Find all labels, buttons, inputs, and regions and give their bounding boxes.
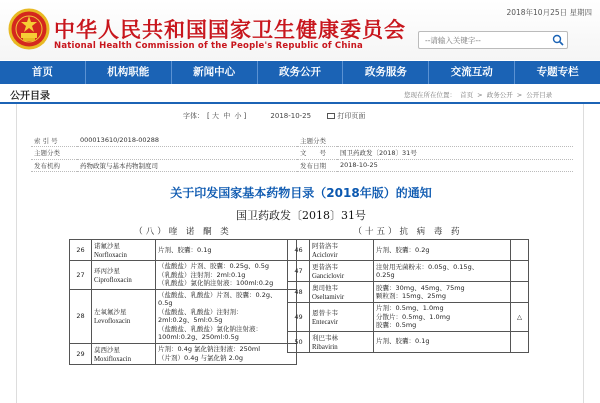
font-size-small[interactable]: 小 bbox=[234, 112, 242, 120]
drug-name-zh: 恩替卡韦 bbox=[312, 308, 338, 317]
site-header bbox=[0, 0, 600, 60]
drug-name-cell bbox=[310, 282, 374, 303]
meta-key: 主题分类 bbox=[31, 147, 77, 160]
drug-form-cell bbox=[156, 289, 297, 343]
drug-name-cell bbox=[310, 331, 374, 352]
drug-name-zh: 奥司他韦 bbox=[312, 284, 338, 292]
nav-special-topics[interactable]: 专题专栏 bbox=[536, 66, 579, 78]
drug-name-en: Levofloxacin bbox=[94, 318, 131, 325]
breadcrumb-sep: > bbox=[477, 91, 483, 99]
drug-form: （片剂）0.4g 与氯化钠 2.0g bbox=[158, 353, 244, 362]
drug-name-zh: 环丙沙星 bbox=[94, 266, 120, 275]
nav-interaction[interactable]: 交流互动 bbox=[429, 61, 515, 84]
drug-mark bbox=[511, 331, 529, 352]
table-row bbox=[70, 240, 297, 261]
drug-number: 26 bbox=[70, 240, 92, 261]
drug-form-cell bbox=[156, 343, 297, 364]
meta-value: 药物政策与基本药物制度司 bbox=[77, 159, 297, 172]
drug-name-en: Oseltamivir bbox=[312, 294, 345, 301]
drug-number: 48 bbox=[288, 282, 310, 303]
meta-value: 000013610/2018-00288 bbox=[77, 134, 297, 147]
drug-name-en: Norfloxacin bbox=[94, 252, 127, 259]
drug-number: 46 bbox=[288, 240, 310, 261]
table-row bbox=[70, 289, 297, 343]
drug-form: 片剂、胶囊：0.1g bbox=[158, 245, 212, 254]
breadcrumb-disclosure[interactable]: 政务公开 bbox=[486, 91, 513, 99]
table-row bbox=[288, 282, 529, 303]
meta-value: 国卫药政发〔2018〕31号 bbox=[337, 147, 573, 160]
drug-form: （盐酸盐）片剂、胶囊：0.25g、0.5g bbox=[158, 262, 270, 270]
table-row bbox=[288, 303, 529, 332]
drug-number: 28 bbox=[70, 289, 92, 343]
drug-mark: △ bbox=[511, 303, 529, 332]
site-title-en: National Health Commission of the People's Republic of China bbox=[54, 41, 363, 51]
drug-name-zh: 莫西沙星 bbox=[94, 345, 120, 354]
national-emblem-icon bbox=[8, 8, 50, 52]
drug-number: 50 bbox=[288, 331, 310, 352]
drug-name-cell bbox=[92, 289, 156, 343]
document-meta-table bbox=[31, 134, 573, 172]
drug-name-zh: 利巴韦林 bbox=[312, 333, 338, 342]
drug-name-cell bbox=[92, 261, 156, 290]
breadcrumb-catalog[interactable]: 公开目录 bbox=[526, 91, 553, 99]
drug-name-zh: 更昔洛韦 bbox=[312, 263, 338, 271]
drug-form-cell bbox=[156, 261, 297, 290]
meta-row bbox=[31, 159, 573, 172]
drug-mark bbox=[511, 282, 529, 303]
drug-number: 47 bbox=[288, 261, 310, 282]
drug-form: 片剂、胶囊：0.1g bbox=[376, 337, 430, 346]
drug-name-cell bbox=[310, 303, 374, 332]
breadcrumb bbox=[404, 90, 554, 99]
nav-functions[interactable]: 机构职能 bbox=[86, 61, 172, 84]
publish-date: 2018-10-25 bbox=[270, 112, 312, 120]
drug-mark bbox=[511, 261, 529, 282]
search-box bbox=[418, 31, 568, 49]
drug-number: 49 bbox=[288, 303, 310, 332]
meta-key: 文 号 bbox=[297, 147, 337, 160]
meta-value bbox=[77, 147, 297, 160]
drug-name-cell bbox=[92, 240, 156, 261]
drug-name-zh: 左氧氟沙星 bbox=[94, 308, 127, 316]
table-row bbox=[70, 261, 297, 290]
print-label: 打印页面 bbox=[337, 112, 366, 120]
drug-name-cell bbox=[92, 343, 156, 364]
font-size-large[interactable]: 大 bbox=[211, 112, 219, 120]
drug-form: 2ml:0.2g、5ml:0.5g bbox=[158, 316, 223, 324]
drug-form: （乳酸盐）注射剂：2ml:0.1g bbox=[158, 270, 246, 279]
nav-news[interactable]: 新闻中心 bbox=[172, 61, 258, 84]
drug-name-zh: 诺氟沙星 bbox=[94, 242, 120, 250]
drug-form: 胶囊：0.5mg bbox=[376, 321, 417, 329]
notice-title: 关于印发国家基本药物目录（2018年版）的通知 bbox=[170, 186, 432, 200]
main-nav bbox=[0, 61, 600, 84]
meta-row bbox=[31, 147, 573, 160]
drug-table-quinolones bbox=[69, 225, 297, 365]
drug-name-en: Ribavirin bbox=[312, 343, 338, 351]
breadcrumb-sep: > bbox=[516, 91, 523, 99]
drug-form: （盐酸盐、乳酸盐）注射剂： bbox=[158, 307, 243, 316]
drug-name-en: Entecavir bbox=[312, 318, 339, 326]
print-button[interactable] bbox=[327, 112, 365, 120]
drug-name-cell bbox=[310, 261, 374, 282]
drug-form-cell bbox=[374, 261, 511, 282]
meta-key: 发布日期 bbox=[297, 159, 337, 172]
drug-name-en: Ciprofloxacin bbox=[94, 276, 132, 284]
drug-name-cell bbox=[310, 240, 374, 261]
drug-table-antivirals bbox=[287, 225, 529, 353]
drug-form: 片剂：0.4g 氯化钠注射液：250ml bbox=[158, 345, 261, 353]
meta-value bbox=[337, 134, 573, 147]
drug-form: （盐酸盐、乳酸盐）片剂、胶囊：0.2g、 bbox=[158, 290, 277, 299]
drug-name-en: Aciclovir bbox=[312, 252, 338, 259]
section-title: 公开目录 bbox=[10, 91, 50, 102]
font-size-label: 字体： bbox=[183, 112, 204, 120]
table-row bbox=[70, 343, 297, 364]
table-row bbox=[288, 331, 529, 352]
nav-gov-disclosure[interactable]: 政务公开 bbox=[258, 61, 344, 84]
drug-form: 胶囊：30mg、45mg、75mg bbox=[376, 283, 465, 292]
drug-form-cell bbox=[374, 303, 511, 332]
meta-row bbox=[31, 134, 573, 147]
table-row bbox=[288, 261, 529, 282]
nav-gov-services[interactable]: 政务服务 bbox=[343, 61, 429, 84]
meta-key: 索 引 号 bbox=[31, 134, 77, 147]
section-bar bbox=[0, 84, 600, 104]
drug-mark bbox=[511, 240, 529, 261]
drug-table bbox=[287, 239, 529, 353]
drug-number: 27 bbox=[70, 261, 92, 290]
drug-form: 注射用无菌粉末：0.05g、0.15g、 bbox=[376, 262, 479, 271]
site-title-zh: 中华人民共和国国家卫生健康委员会 bbox=[54, 18, 406, 42]
breadcrumb-home[interactable]: 首页 bbox=[460, 91, 474, 99]
search-input[interactable] bbox=[425, 34, 545, 47]
drug-form: 0.5g bbox=[158, 299, 173, 307]
drug-form-cell bbox=[374, 240, 511, 261]
drug-form-cell bbox=[374, 282, 511, 303]
drug-name-en: Ganciclovir bbox=[312, 273, 345, 280]
breadcrumb-prefix: 您现在所在位置： bbox=[404, 91, 456, 99]
drug-form-cell bbox=[374, 331, 511, 352]
drug-category-title: （十五）抗 病 毒 药 bbox=[353, 227, 463, 237]
nav-home[interactable]: 首页 bbox=[0, 61, 86, 84]
printer-icon bbox=[327, 113, 335, 119]
drug-name-zh: 阿昔洛韦 bbox=[312, 242, 338, 250]
drug-name-en: Moxifloxacin bbox=[94, 355, 131, 363]
table-row bbox=[288, 240, 529, 261]
meta-key: 发布机构 bbox=[31, 159, 77, 172]
document-number: 国卫药政发〔2018〕31号 bbox=[236, 209, 366, 222]
drug-form: 100ml:0.2g、250ml:0.5g bbox=[158, 333, 239, 341]
drug-form: （乳酸盐）氯化钠注射液：100ml:0.2g bbox=[158, 279, 274, 287]
drug-form: 片剂：0.5mg、1.0mg bbox=[376, 304, 444, 312]
current-date: 2018年10月25日 星期四 bbox=[506, 8, 592, 17]
meta-value: 2018-10-25 bbox=[337, 159, 573, 172]
drug-form: 颗粒剂：15mg、25mg bbox=[376, 292, 446, 300]
article-toolbar: 字体： [ 大 中 小 ] 2018-10-25 打印页面 bbox=[183, 112, 366, 120]
drug-number: 29 bbox=[70, 343, 92, 364]
drug-form: 0.25g bbox=[376, 271, 395, 279]
drug-form: 分散片：0.5mg、1.0mg bbox=[376, 312, 451, 321]
drug-form-cell bbox=[156, 240, 297, 261]
drug-form: （盐酸盐、乳酸盐）氯化钠注射液： bbox=[158, 324, 262, 333]
drug-category-title: （八）喹 诺 酮 类 bbox=[134, 227, 232, 237]
meta-key: 主题分类 bbox=[297, 134, 337, 147]
drug-table bbox=[69, 239, 297, 365]
search-icon[interactable] bbox=[551, 34, 565, 46]
font-size-medium[interactable]: 中 bbox=[223, 112, 231, 120]
content-card bbox=[16, 104, 584, 403]
drug-form: 片剂、胶囊：0.2g bbox=[376, 245, 430, 254]
